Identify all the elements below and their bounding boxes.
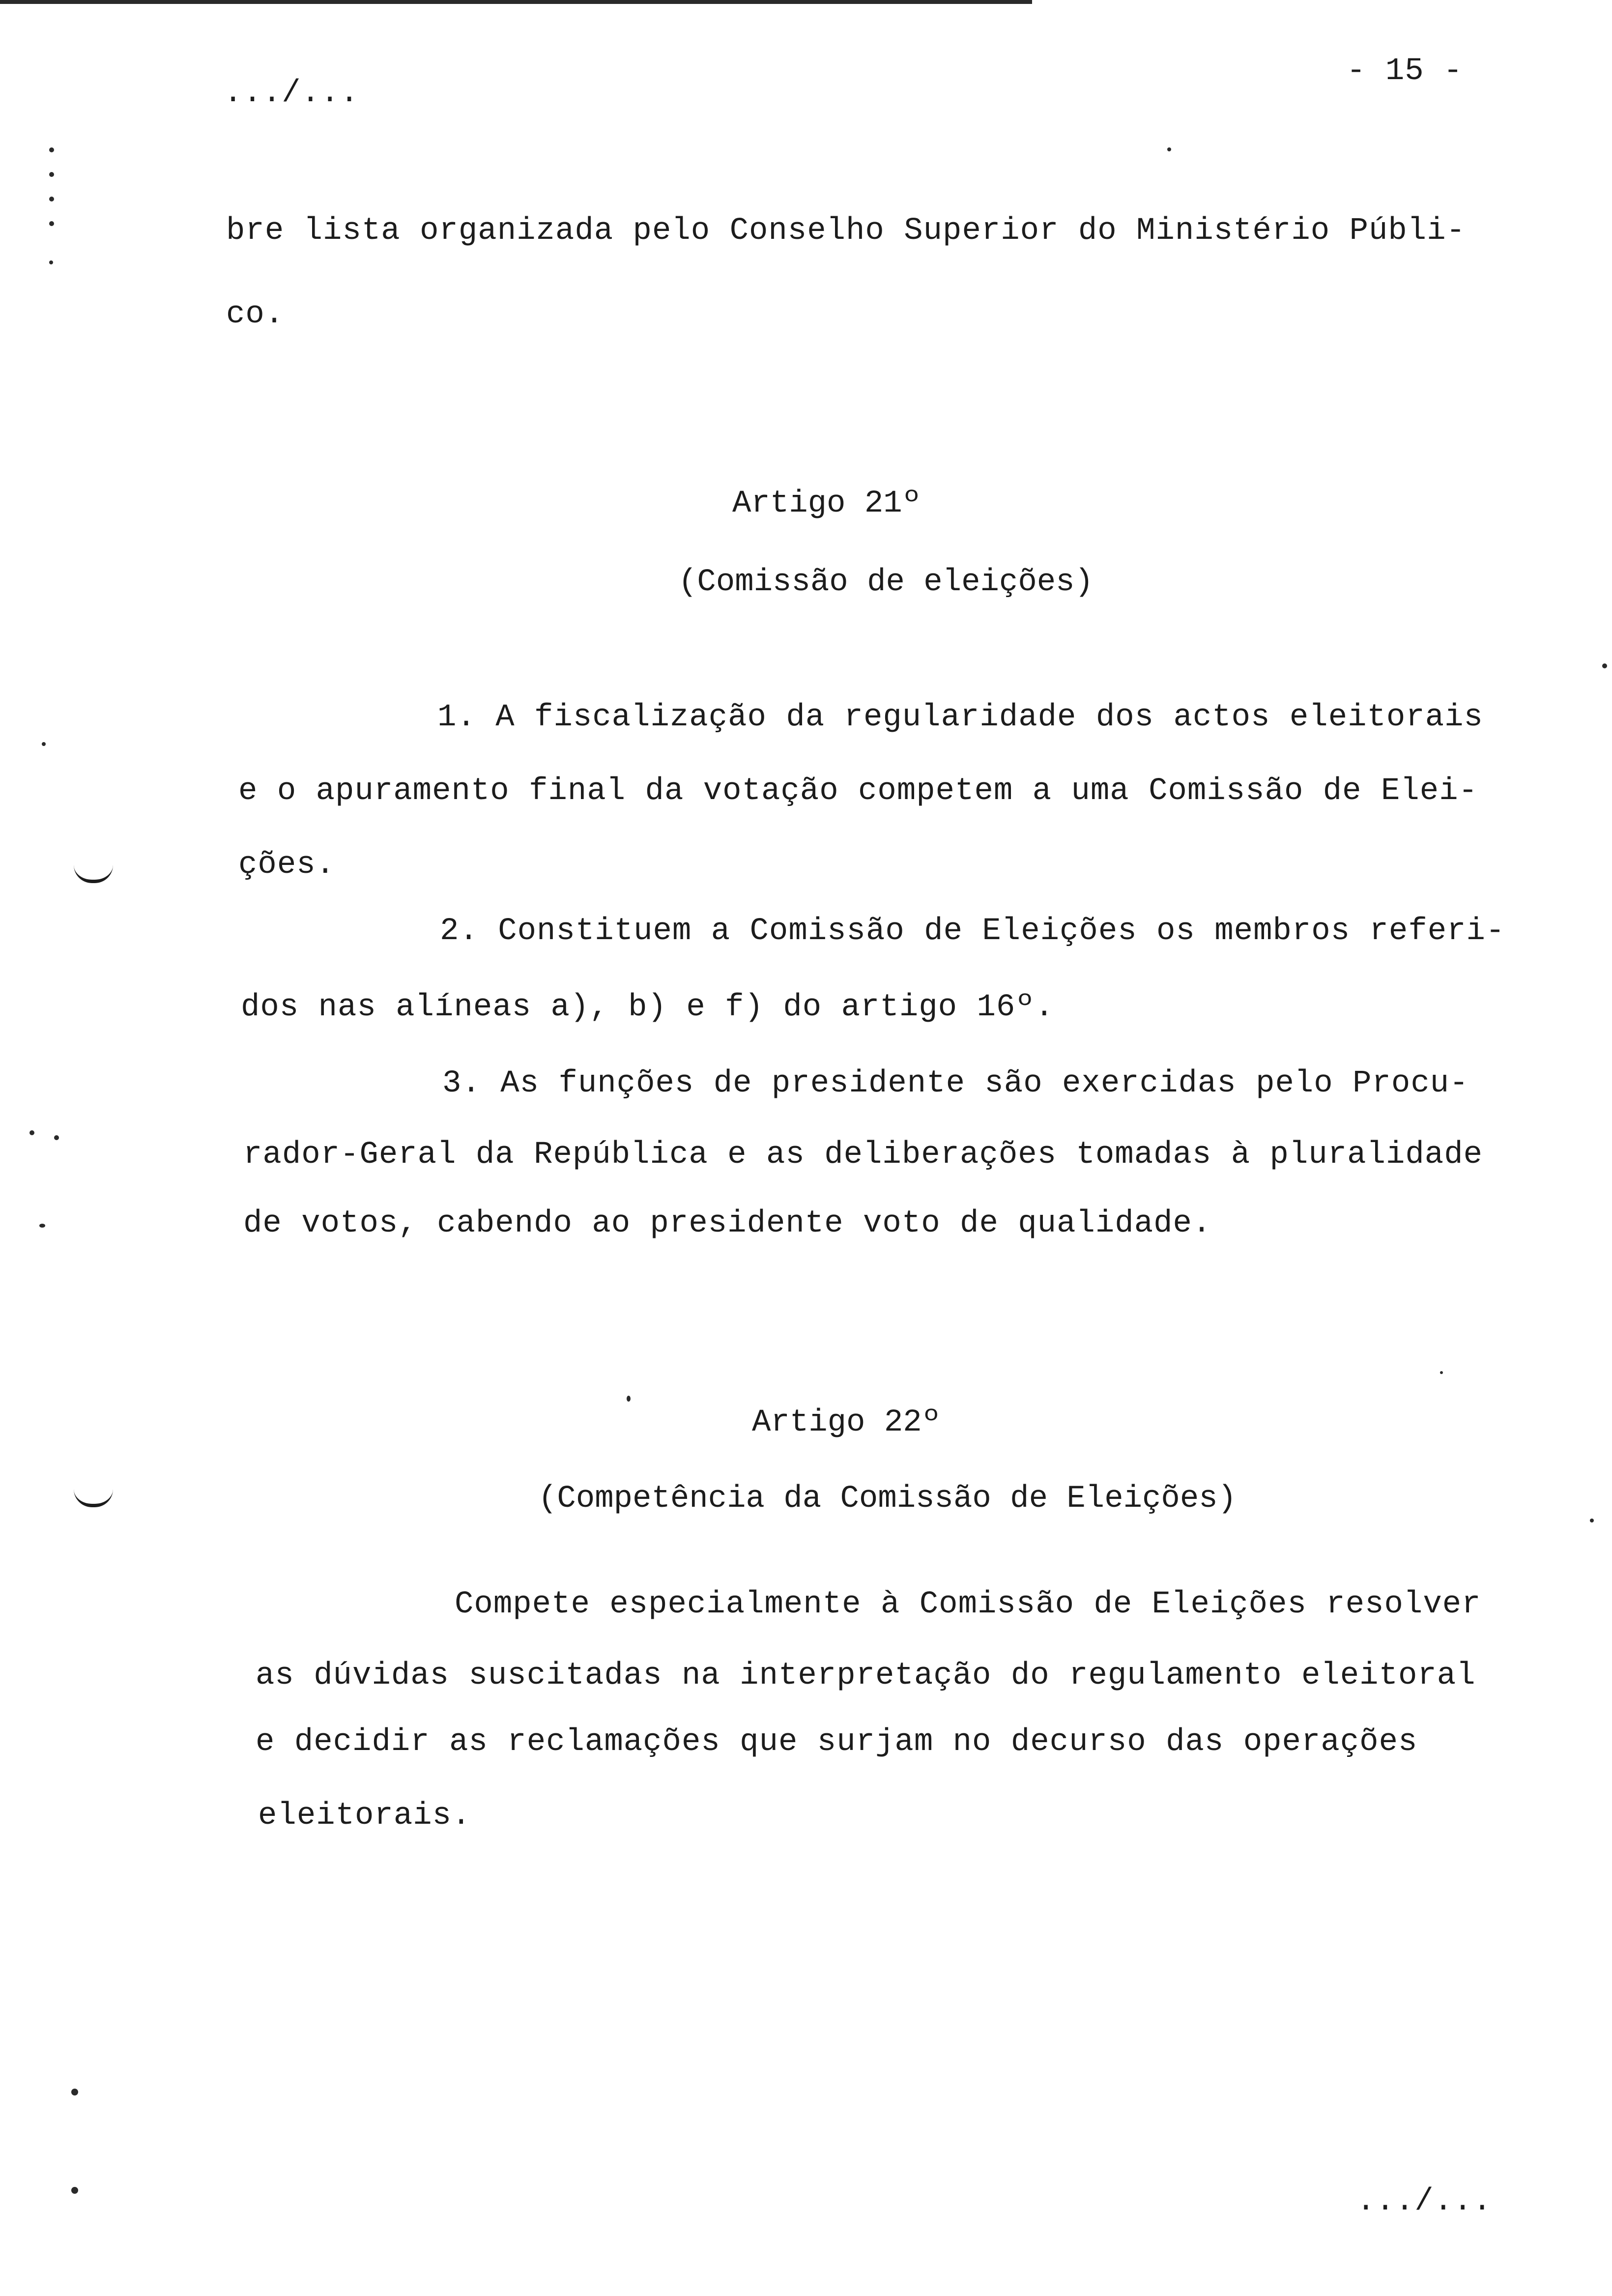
scan-speck: [49, 221, 54, 226]
article-21-p1-line1: 1. A fiscalização da regularidade dos actos eleitorais: [437, 700, 1483, 735]
article-22-p1-line1: Compete especialmente à Comissão de Eleições resolver: [455, 1587, 1481, 1622]
article-22-p1-line4: eleitorais.: [258, 1798, 471, 1834]
scan-speck: [71, 2089, 78, 2095]
article-21-p1-line2: e o apuramento final da votação competem a uma Comissão de Elei-: [238, 774, 1478, 809]
scan-speck: [49, 147, 54, 152]
scan-speck: [1602, 663, 1607, 668]
scan-speck: [54, 1135, 59, 1140]
article-21-p1-line3: ções.: [238, 847, 336, 883]
article-22-title: Artigo 22º: [752, 1405, 941, 1440]
continuation-marker-bottom: .../...: [1356, 2184, 1492, 2219]
scan-speck: [1590, 1519, 1594, 1522]
scan-speck: [627, 1396, 631, 1402]
scan-speck: [39, 1224, 45, 1228]
carry-over-line-2: co.: [226, 297, 285, 332]
page-number: - 15 -: [1347, 54, 1463, 89]
top-border-line: [0, 0, 1032, 4]
article-21-p2-line2: dos nas alíneas a), b) e f) do artigo 16º.: [241, 990, 1055, 1025]
article-21-p3-line2: rador-Geral da República e as deliberações tomadas à pluralidade: [243, 1137, 1483, 1173]
binder-hole-mark: [74, 1489, 113, 1507]
binder-hole-mark: [74, 865, 113, 883]
article-22-p1-line3: e decidir as reclamações que surjam no decurso das operações: [256, 1724, 1418, 1760]
article-22-p1-line2: as dúvidas suscitadas na interpretação do regulamento eleitoral: [256, 1658, 1476, 1693]
scan-speck: [49, 260, 53, 264]
article-21-p3-line3: de votos, cabendo ao presidente voto de qualidade.: [243, 1206, 1212, 1241]
scan-speck: [1440, 1371, 1443, 1374]
scan-speck: [29, 1130, 34, 1135]
carry-over-line-1: bre lista organizada pelo Conselho Superior do Ministério Públi-: [226, 213, 1466, 249]
article-21-subtitle: (Comissão de eleições): [678, 565, 1094, 600]
continuation-marker-top: .../...: [224, 76, 359, 111]
scan-speck: [49, 172, 54, 177]
scan-speck: [42, 742, 46, 746]
article-21-p3-line1: 3. As funções de presidente são exercidas pelo Procu-: [442, 1066, 1469, 1101]
article-22-subtitle: (Competência da Comissão de Eleições): [538, 1481, 1237, 1517]
article-21-title: Artigo 21º: [732, 486, 921, 521]
scan-speck: [1167, 147, 1171, 151]
scan-speck: [49, 197, 54, 201]
scan-speck: [71, 2187, 78, 2194]
article-21-p2-line1: 2. Constituem a Comissão de Eleições os membros referi-: [440, 914, 1505, 949]
